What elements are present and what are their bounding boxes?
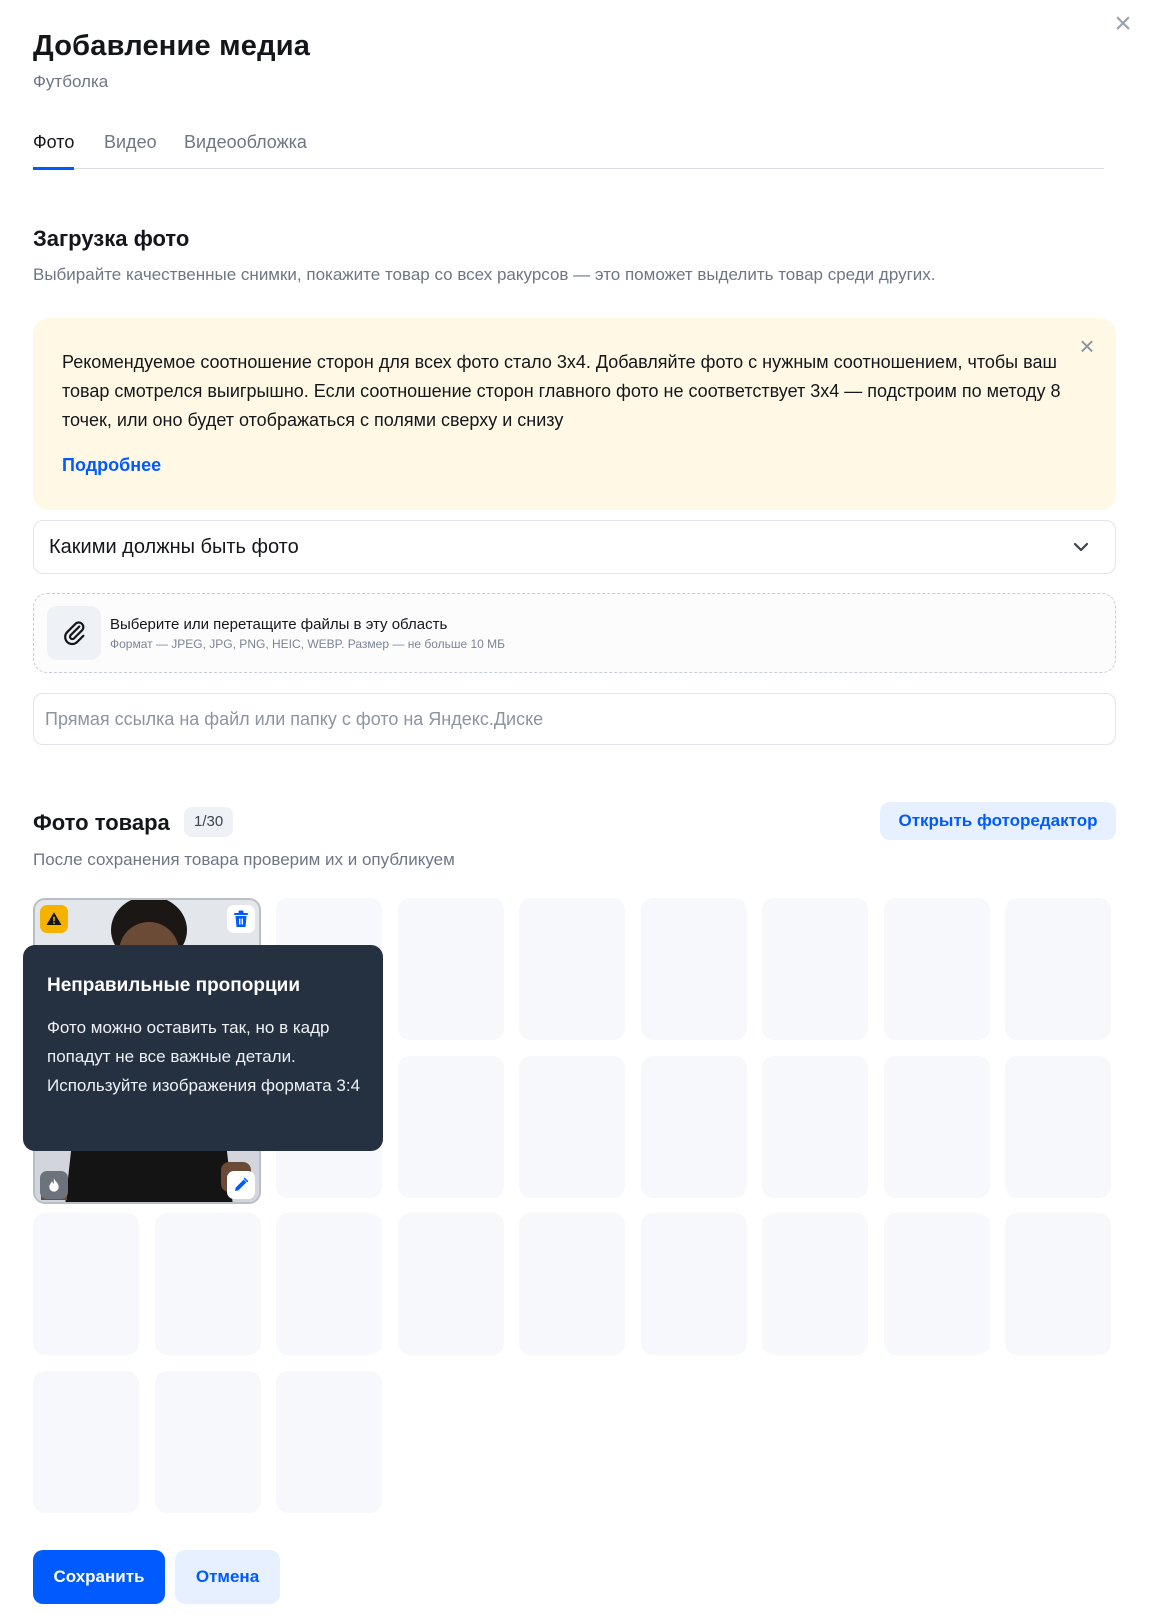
delete-photo-button[interactable] — [227, 905, 255, 933]
main-photo-badge — [40, 1171, 68, 1199]
photo-requirements-accordion[interactable] — [33, 520, 1116, 574]
tab-photo[interactable]: Фото — [33, 132, 74, 170]
close-icon[interactable]: × — [1114, 7, 1132, 40]
trash-icon — [233, 910, 249, 928]
photo-count-badge: 1/30 — [184, 807, 233, 837]
notice-text: Рекомендуемое соотношение сторон для всех фото стало 3х4. Добавляйте фото с нужным соотношением, чтобы ваш товар смотрелся выигрышно. Если соотношение сторон главного фото не соответствует 3х4 — подстроим по методу 8 точек, или оно будет отображаться с полями сверху и снизу — [62, 352, 1061, 430]
empty-photo-slot[interactable] — [641, 898, 747, 1040]
yandex-disk-link-input[interactable] — [33, 693, 1116, 745]
page-subtitle: Футболка — [33, 72, 109, 91]
flame-icon — [46, 1177, 62, 1193]
empty-photo-slot[interactable] — [762, 1056, 868, 1198]
aspect-ratio-notice — [33, 318, 1116, 510]
tooltip-body: Фото можно оставить так, но в кадр попадут не все важные детали. Используйте изображения формата 3:4 — [47, 1018, 361, 1095]
empty-photo-slot[interactable] — [398, 898, 504, 1040]
warning-badge[interactable] — [40, 905, 68, 933]
tab-video-cover[interactable]: Видеообложка — [184, 132, 307, 152]
empty-photo-slot[interactable] — [884, 898, 990, 1040]
empty-photo-slot[interactable] — [1005, 898, 1111, 1040]
product-photos-description: После сохранения товара проверим их и опубликуем — [33, 850, 455, 869]
product-photos-title: Фото товара — [33, 810, 170, 835]
edit-photo-button[interactable] — [227, 1171, 255, 1199]
paperclip-icon — [60, 619, 88, 647]
empty-photo-slot[interactable] — [641, 1056, 747, 1198]
empty-photo-slot[interactable] — [762, 1213, 868, 1355]
tabs-bar — [33, 128, 1104, 169]
empty-photo-slot[interactable] — [1005, 1213, 1111, 1355]
open-photo-editor-button[interactable]: Открыть фоторедактор — [880, 802, 1116, 840]
upload-title: Загрузка фото — [33, 226, 190, 251]
empty-photo-slot[interactable] — [884, 1213, 990, 1355]
cancel-button[interactable]: Отмена — [175, 1550, 280, 1604]
empty-photo-slot[interactable] — [641, 1213, 747, 1355]
accordion-label: Какими должны быть фото — [49, 536, 299, 558]
empty-photo-slot[interactable] — [519, 898, 625, 1040]
empty-photo-slot[interactable] — [155, 1213, 261, 1355]
empty-photo-slot[interactable] — [762, 898, 868, 1040]
proportions-tooltip — [23, 945, 383, 1151]
dropzone-format-hint: Формат — JPEG, JPG, PNG, HEIC, WEBP. Размер — не больше 10 МБ — [110, 637, 506, 651]
notice-close-icon[interactable]: × — [1079, 331, 1095, 361]
pencil-icon — [233, 1177, 249, 1193]
chevron-down-icon — [1069, 535, 1093, 559]
empty-photo-slot[interactable] — [519, 1056, 625, 1198]
empty-photo-slot[interactable] — [33, 1371, 139, 1513]
empty-photo-slot[interactable] — [519, 1213, 625, 1355]
page-title: Добавление медиа — [33, 30, 311, 62]
warning-triangle-icon — [45, 910, 63, 928]
tooltip-title: Неправильные пропорции — [47, 975, 301, 996]
paperclip-icon-box — [47, 606, 101, 660]
tab-video[interactable]: Видео — [104, 132, 157, 152]
save-button[interactable]: Сохранить — [33, 1550, 165, 1604]
upload-description: Выбирайте качественные снимки, покажите товар со всех ракурсов — это поможет выделить товар среди других. — [33, 265, 936, 284]
empty-photo-slot[interactable] — [1005, 1056, 1111, 1198]
empty-photo-slot[interactable] — [276, 1371, 382, 1513]
empty-photo-slot[interactable] — [276, 1213, 382, 1355]
dropzone-main-text: Выберите или перетащите файлы в эту область — [110, 616, 448, 633]
empty-photo-slot[interactable] — [398, 1056, 504, 1198]
empty-photo-slot[interactable] — [155, 1371, 261, 1513]
file-dropzone[interactable] — [33, 593, 1116, 673]
empty-photo-slot[interactable] — [33, 1213, 139, 1355]
empty-photo-slot[interactable] — [884, 1056, 990, 1198]
notice-more-link[interactable]: Подробнее — [62, 455, 162, 475]
empty-photo-slot[interactable] — [398, 1213, 504, 1355]
